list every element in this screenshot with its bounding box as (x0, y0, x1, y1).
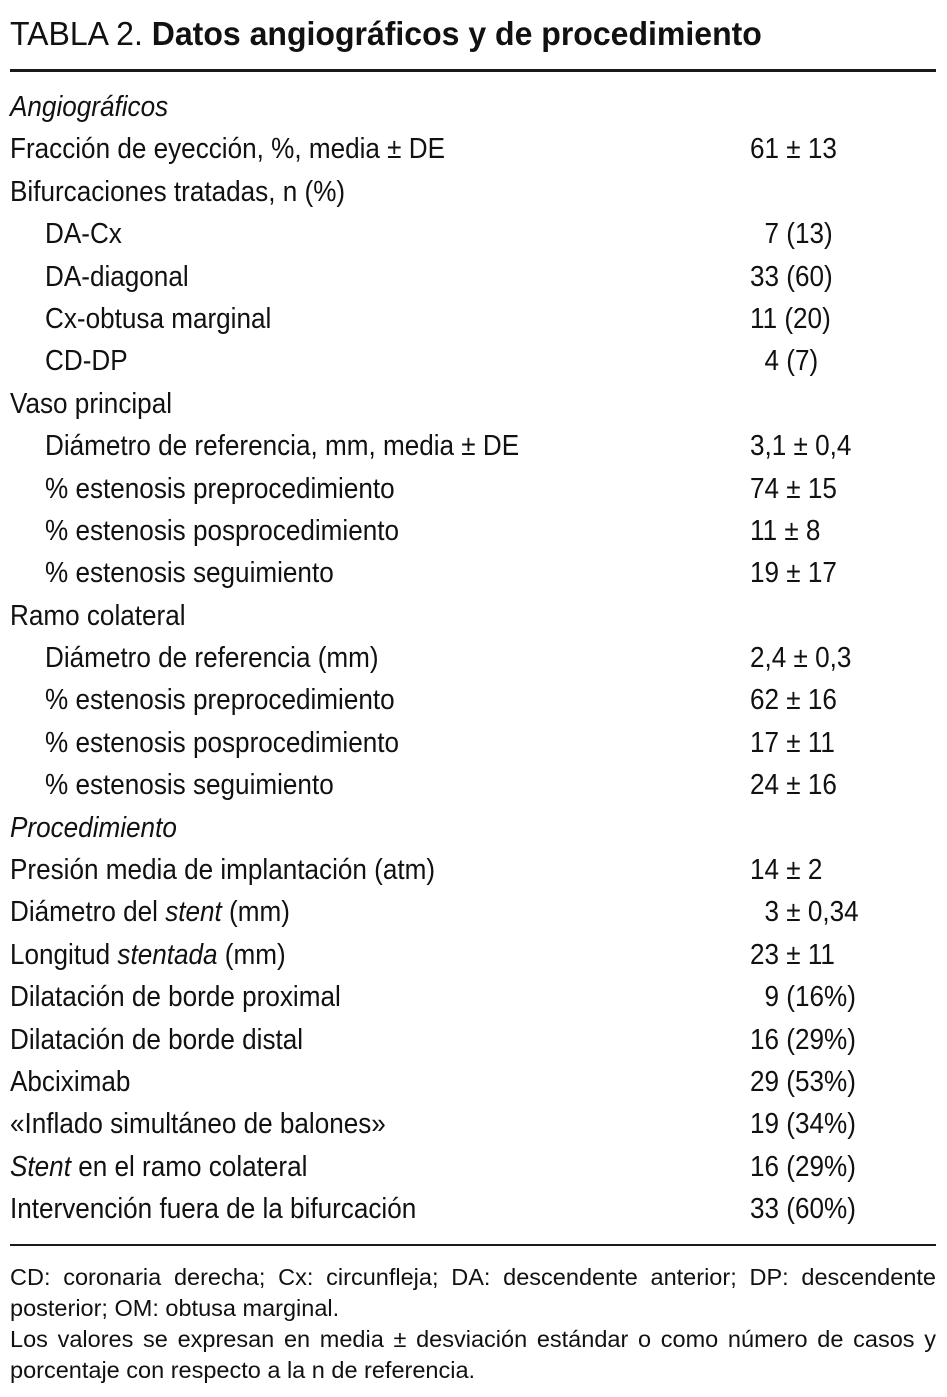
table-row (10, 1019, 936, 1061)
row-value: 62 ± 16 (750, 684, 837, 717)
row-label: Vaso principal (10, 387, 173, 420)
row-value: 33 (60%) (750, 1193, 856, 1226)
table-row (10, 1061, 936, 1103)
row-label: Ramo colateral (10, 599, 186, 632)
row-value: 9 (16%) (750, 981, 856, 1014)
table-heading: Datos angiográficos y de procedimiento (151, 15, 762, 52)
row-value: 61 ± 13 (750, 133, 837, 166)
row-label: Diámetro de referencia (mm) (45, 642, 379, 675)
row-value: 19 ± 17 (750, 557, 837, 590)
table-row (10, 128, 936, 170)
row-label: Presión media de implantación (atm) (10, 854, 436, 887)
table-row (10, 171, 936, 213)
section-header-row (10, 807, 936, 849)
row-label-italic: Stent (10, 1150, 71, 1183)
table-row (10, 552, 936, 594)
row-label: % estenosis posprocedimiento (45, 514, 399, 547)
row-label: DA-Cx (45, 218, 122, 251)
table-row (10, 934, 936, 976)
row-value: 3 ± 0,34 (750, 896, 859, 929)
row-label: DA-diagonal (45, 260, 189, 293)
row-label-italic: stentada (117, 938, 218, 971)
row-label: Abciximab (10, 1065, 131, 1098)
row-value: 23 ± 11 (750, 938, 835, 971)
row-label: Bifurcaciones tratadas, n (%) (10, 175, 346, 208)
row-label: Diámetro del stent (mm) (10, 896, 290, 929)
table-row (10, 637, 936, 679)
section-header-row (10, 86, 936, 128)
table-row (10, 891, 936, 933)
row-value: 4 (7) (750, 345, 819, 378)
row-label: Dilatación de borde distal (10, 1023, 304, 1056)
row-value: 17 ± 11 (750, 726, 835, 759)
row-label: Intervención fuera de la bifurcación (10, 1193, 417, 1226)
table-row (10, 340, 936, 382)
table-row (10, 383, 936, 425)
row-label: Cx-obtusa marginal (45, 302, 272, 335)
abbreviations-note: CD: coronaria derecha; Cx: circunfleja; DA: descendente anterior; DP: descendente posterior; OM: obtusa marginal. (10, 1264, 936, 1321)
table-row (10, 256, 936, 298)
table-row (10, 722, 936, 764)
table-row (10, 1188, 936, 1230)
table-number: TABLA 2. (10, 15, 143, 52)
row-label: CD-DP (45, 345, 128, 378)
row-label: Stent en el ramo colateral (10, 1150, 308, 1183)
table-row (10, 679, 936, 721)
row-value: 29 (53%) (750, 1065, 856, 1098)
table-row (10, 764, 936, 806)
table-row (10, 298, 936, 340)
row-label: % estenosis seguimiento (45, 769, 334, 802)
row-label: % estenosis preprocedimiento (45, 472, 395, 505)
row-label: «Inflado simultáneo de balones» (10, 1108, 386, 1141)
row-value: 2,4 ± 0,3 (750, 642, 852, 675)
bottom-rule (10, 1244, 936, 1246)
table-row (10, 213, 936, 255)
data-table (10, 86, 936, 1231)
row-label: Fracción de eyección, %, media ± DE (10, 133, 446, 166)
values-note: Los valores se expresan en media ± desviación estándar o como número de casos y porcentaje con respecto a la n de referencia. (10, 1326, 936, 1383)
row-label: % estenosis seguimiento (45, 557, 334, 590)
row-label: Angiográficos (10, 91, 169, 123)
row-value: 14 ± 2 (750, 854, 823, 887)
table-row (10, 1103, 936, 1145)
table-row (10, 425, 936, 467)
table-row (10, 1146, 936, 1188)
row-label: Diámetro de referencia, mm, media ± DE (45, 430, 520, 463)
row-label: Dilatación de borde proximal (10, 981, 341, 1014)
row-value: 3,1 ± 0,4 (750, 430, 852, 463)
row-label: % estenosis preprocedimiento (45, 684, 395, 717)
row-value: 7 (13) (750, 218, 833, 251)
table-row (10, 595, 936, 637)
row-value: 16 (29%) (750, 1150, 856, 1183)
row-label: Procedimiento (10, 811, 177, 844)
row-value: 74 ± 15 (750, 472, 837, 505)
row-label-italic: stent (165, 896, 222, 929)
table-row (10, 976, 936, 1018)
table-footnotes (10, 1262, 936, 1386)
row-value: 16 (29%) (750, 1023, 856, 1056)
top-rule (10, 69, 936, 72)
row-value: 11 (20) (750, 302, 831, 335)
row-value: 33 (60) (750, 260, 833, 293)
row-value: 19 (34%) (750, 1108, 856, 1141)
row-label: % estenosis posprocedimiento (45, 726, 399, 759)
row-value: 11 ± 8 (750, 514, 821, 547)
table-row (10, 468, 936, 510)
table-title (10, 14, 762, 54)
table-row (10, 510, 936, 552)
row-label: Longitud stentada (mm) (10, 938, 286, 971)
table-row (10, 849, 936, 891)
row-value: 24 ± 16 (750, 769, 837, 802)
